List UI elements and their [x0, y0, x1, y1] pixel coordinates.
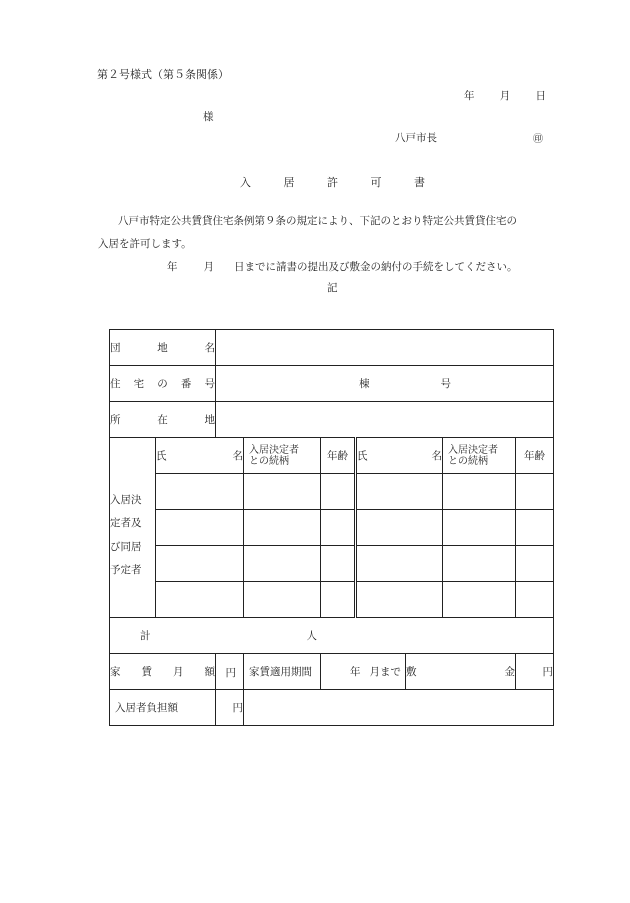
age-cell: [321, 582, 356, 618]
label-char: 名: [204, 342, 215, 354]
title-char: 居: [283, 176, 295, 189]
applicants-label: [110, 438, 156, 618]
age-cell: [321, 546, 356, 582]
col-age-header: 年齢: [321, 438, 356, 474]
age-cell: [321, 510, 356, 546]
jutaku-value: [216, 366, 554, 402]
until-year: 年: [350, 666, 361, 678]
title-char: 可: [370, 176, 382, 189]
applicant-row: [110, 510, 554, 546]
shozaichi-label: [110, 402, 216, 438]
label-char: 在: [157, 414, 168, 426]
relation-cell: [443, 474, 516, 510]
relation-cell: [244, 474, 321, 510]
col-name-header: [156, 438, 244, 474]
relation-cell: [443, 510, 516, 546]
applicant-row: [110, 474, 554, 510]
rent-period-label: 家賃適用期間: [244, 654, 321, 690]
relation-cell: [244, 582, 321, 618]
burden-label: 入居者負担額: [110, 690, 216, 726]
persons-unit: 人: [306, 630, 317, 642]
danchi-value: [216, 330, 554, 366]
title-char: 入: [240, 176, 251, 189]
relation-header-line: 入居決定者: [249, 444, 299, 456]
addressee-suffix: 様: [203, 111, 214, 123]
issuer: 八戸市長: [395, 132, 437, 144]
applicants-label-line: 入居決: [110, 493, 142, 506]
ki-mark: 記: [327, 282, 338, 294]
age-cell: [516, 546, 554, 582]
form-number: 第２号様式（第５条関係）: [97, 68, 229, 81]
col-age-header-2: 年齢: [516, 438, 554, 474]
applicants-label-line: 定者及: [110, 517, 142, 529]
seal-mark: ㊞: [533, 134, 543, 145]
mune-label: 棟: [359, 378, 370, 390]
label-char: 氏: [156, 450, 167, 462]
total-label: 計: [140, 630, 151, 642]
burden-blank: [244, 690, 554, 726]
label-char: 名: [232, 450, 243, 462]
date-line: [464, 88, 546, 103]
label-char: 名: [431, 450, 442, 462]
name-cell: [356, 546, 443, 582]
name-cell: [156, 474, 244, 510]
gou-label: 号: [440, 378, 451, 390]
relation-header-line: との続柄: [448, 455, 488, 467]
name-cell: [156, 582, 244, 618]
label-char: 金: [504, 666, 515, 678]
name-cell: [156, 510, 244, 546]
date-month: 月: [499, 90, 511, 102]
name-cell: [156, 546, 244, 582]
name-cell: [356, 582, 443, 618]
deadline-month: 月: [203, 261, 214, 273]
label-char: 氏: [357, 450, 368, 462]
label-char: 住: [110, 378, 121, 390]
document-title: [240, 174, 425, 190]
deadline-line: [167, 259, 518, 274]
deposit-label: [406, 654, 516, 690]
label-char: 月: [173, 666, 184, 678]
applicant-row: [110, 546, 554, 582]
label-char: 敷: [406, 666, 417, 678]
jutaku-label: [110, 366, 216, 402]
relation-cell: [443, 582, 516, 618]
until-month: 月まで: [369, 666, 401, 678]
age-cell: [516, 582, 554, 618]
label-char: 番: [180, 378, 192, 390]
col-relation-header-2: [443, 438, 516, 474]
age-cell: [321, 474, 356, 510]
relation-cell: [244, 510, 321, 546]
name-cell: [356, 474, 443, 510]
label-char: の: [157, 378, 168, 390]
permit-table: [109, 329, 554, 726]
applicants-label-line: 予定者: [110, 564, 142, 576]
burden-value: 円: [216, 690, 244, 726]
label-char: 号: [204, 378, 215, 390]
body-line-2: 入居を許可します。: [98, 238, 192, 250]
date-day: 日: [535, 90, 546, 102]
label-char: 地: [157, 342, 168, 354]
date-year: 年: [464, 90, 475, 102]
label-char: 所: [110, 414, 121, 426]
label-char: 家: [110, 666, 121, 678]
rent-label: [110, 654, 216, 690]
body-line-1: 八戸市特定公共賃貸住宅条例第９条の規定により、下記のとおり特定公共賃貸住宅の: [118, 215, 517, 227]
label-char: 賃: [141, 666, 152, 678]
applicants-label-line: び同居: [110, 540, 142, 553]
col-relation-header: [244, 438, 321, 474]
age-cell: [516, 510, 554, 546]
deadline-text: 日までに請書の提出及び敷金の納付の手続をしてください。: [234, 261, 518, 273]
label-char: 団: [110, 342, 121, 354]
applicant-row: [110, 582, 554, 618]
age-cell: [516, 474, 554, 510]
relation-header-line: との続柄: [249, 455, 289, 467]
label-char: 地: [204, 414, 215, 426]
col-name-header-2: [356, 438, 443, 474]
yen-unit: 円: [225, 667, 236, 679]
danchi-label: [110, 330, 216, 366]
shozaichi-value: [216, 402, 554, 438]
deposit-value: 円: [516, 654, 554, 690]
total-row: [110, 618, 554, 654]
deadline-year: 年: [167, 261, 178, 273]
rent-period-value: [321, 654, 406, 690]
rent-value: [216, 654, 244, 690]
relation-cell: [443, 546, 516, 582]
name-cell: [356, 510, 443, 546]
relation-header-line: 入居決定者: [448, 444, 498, 456]
label-char: 宅: [133, 378, 145, 390]
label-char: 額: [204, 666, 215, 678]
title-char: 書: [414, 176, 425, 189]
title-char: 許: [327, 176, 338, 189]
relation-cell: [244, 546, 321, 582]
